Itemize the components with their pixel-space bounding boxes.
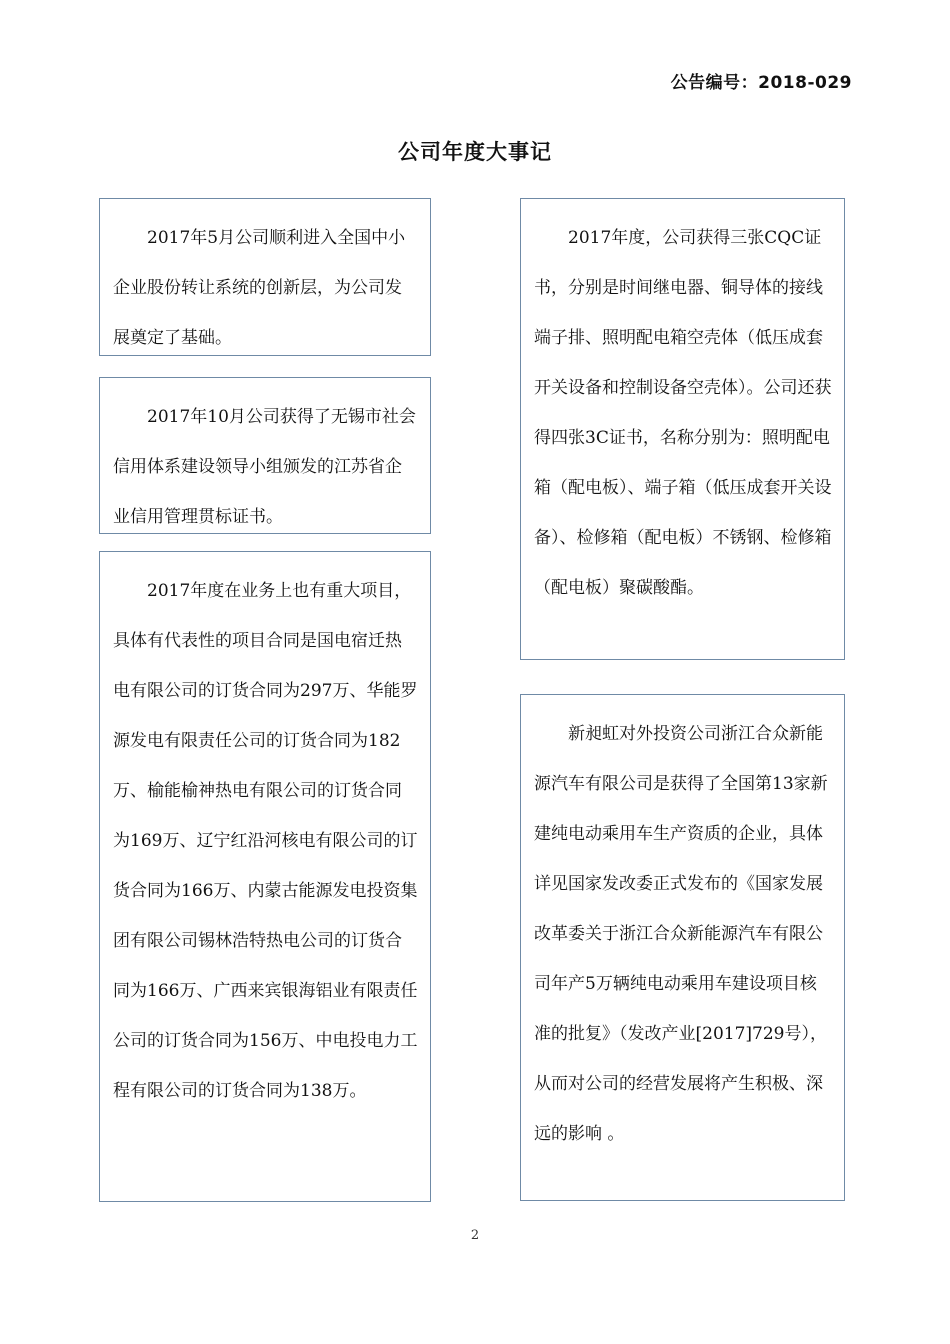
- event-text: 新昶虹对外投资公司浙江合众新能源汽车有限公司是获得了全国第13家新建纯电动乘用车生产资质的企业，具体详见国家发改委正式发布的《国家发展改革委关于浙江合众新能源汽车有限公司年产5万辆纯电动乘用车建设项目核准的批复》（发改产业[2017]729号），从而对公司的经营发展将产生积极、深远的影响 。: [534, 724, 828, 1144]
- event-box-major-contracts: [99, 551, 431, 1202]
- event-text: 2017年5月公司顺利进入全国中小企业股份转让系统的创新层，为公司发展奠定了基础。: [113, 228, 406, 348]
- event-text: 2017年度在业务上也有重大项目，具体有代表性的项目合同是国电宿迁热电有限公司的订货合同为297万、华能罗源发电有限责任公司的订货合同为182万、榆能榆神热电有限公司的订货合同为169万、辽宁红沿河核电有限公司的订货合同为166万、内蒙古能源发电投资集团有限公司锡林浩特热电公司的订货合同为166万、广西来宾银海铝业有限责任公司的订货合同为156万、中电投电力工程有限公司的订货合同为138万。: [113, 581, 418, 1101]
- event-text: 2017年度，公司获得三张CQC证书，分别是时间继电器、铜导体的接线端子排、照明配电箱空壳体（低压成套开关设备和控制设备空壳体）。公司还获得四张3C证书，名称分别为：照明配电箱（配电板）、端子箱（低压成套开关设备）、检修箱（配电板）不锈钢、检修箱（配电板）聚碳酸酯。: [534, 228, 832, 598]
- event-box-certifications: [520, 198, 845, 660]
- event-box-investment: [520, 694, 845, 1201]
- event-box-innovation-tier: [99, 198, 431, 356]
- page-title: 公司年度大事记: [398, 140, 552, 164]
- page-number: 2: [470, 1228, 480, 1243]
- announcement-number: 公告编号：2018-029: [670, 73, 852, 93]
- event-box-credit-certificate: [99, 377, 431, 534]
- event-text: 2017年10月公司获得了无锡市社会信用体系建设领导小组颁发的江苏省企业信用管理贯标证书。: [113, 407, 416, 527]
